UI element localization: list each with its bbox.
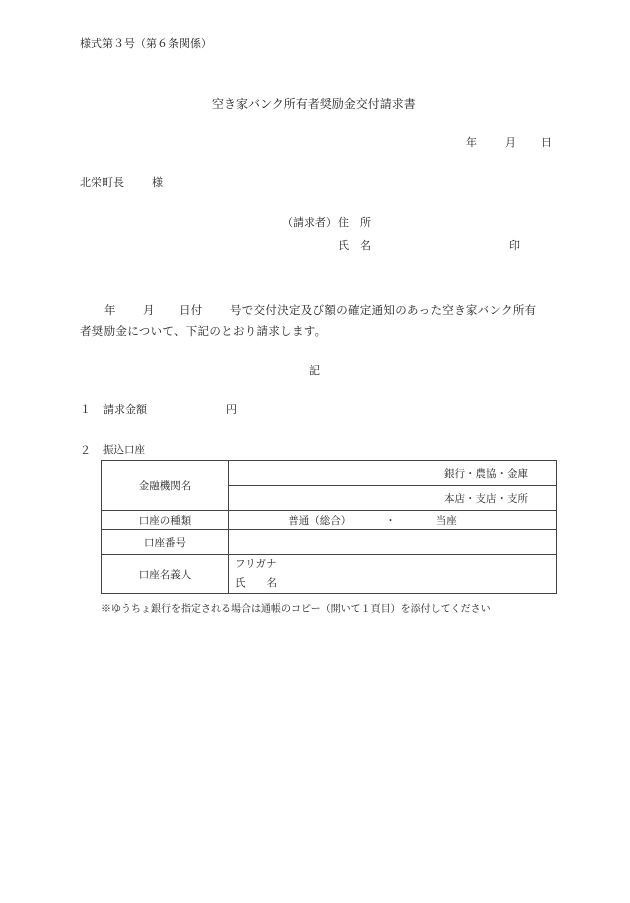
bank-account-table [101, 460, 557, 594]
date-month: 月 [505, 136, 516, 149]
table-row [102, 461, 557, 486]
account-type-label: 口座の種類 [102, 511, 229, 530]
date-day: 日 [541, 136, 552, 149]
table-row [102, 555, 557, 594]
requester-address-label: 住 所 [338, 216, 371, 229]
account-number-label: 口座番号 [102, 530, 229, 555]
account-type-options[interactable] [229, 511, 557, 530]
document-title: 空き家バンク所有者奨励金交付請求書 [212, 97, 416, 111]
holder-field[interactable] [229, 555, 557, 594]
ki-heading: 記 [309, 364, 320, 377]
form-number: 様式第３号（第６条関係） [80, 37, 212, 50]
holder-name-label: 氏 名 [235, 577, 277, 590]
item2-label: 振込口座 [103, 444, 145, 456]
institution-types[interactable]: 銀行・農協・金庫 [229, 461, 557, 486]
body-line2: 者奨励金について、下記のとおり請求します。 [80, 324, 327, 338]
yucho-note: ※ゆうちょ銀行を指定される場合は通帳のコピー（開いて１頁目）を添付してください [101, 604, 491, 615]
addressee-honorific: 様 [152, 176, 163, 189]
furigana-label: フリガナ [235, 558, 277, 571]
body-month: 月 [143, 303, 155, 317]
account-type-ordinary[interactable]: 普通（総合） [288, 514, 352, 527]
item1-number: １ [80, 403, 91, 416]
account-type-current[interactable]: 当座 [435, 514, 457, 527]
branch-types[interactable]: 本店・支店・支所 [229, 486, 557, 511]
requester-prefix: （請求者） [282, 216, 337, 229]
date-year: 年 [466, 136, 477, 149]
item1-unit: 円 [226, 403, 237, 416]
account-number-field[interactable] [229, 530, 557, 555]
institution-label: 金融機関名 [102, 461, 229, 511]
table-row [102, 530, 557, 555]
body-day: 日付 [179, 303, 203, 317]
body-year: 年 [104, 303, 116, 317]
account-type-separator: ・ [385, 514, 396, 527]
body-number: 号で交付決定及び額の確定通知のあった空き家バンク所有 [230, 303, 537, 317]
item1-label: 請求金額 [103, 403, 147, 416]
requester-name-label: 氏 名 [338, 239, 371, 252]
table-row [102, 511, 557, 530]
requester-seal: 印 [509, 239, 520, 252]
holder-label: 口座名義人 [102, 555, 229, 594]
item2-number: ２ [80, 444, 91, 457]
addressee-name: 北栄町長 [80, 176, 124, 189]
